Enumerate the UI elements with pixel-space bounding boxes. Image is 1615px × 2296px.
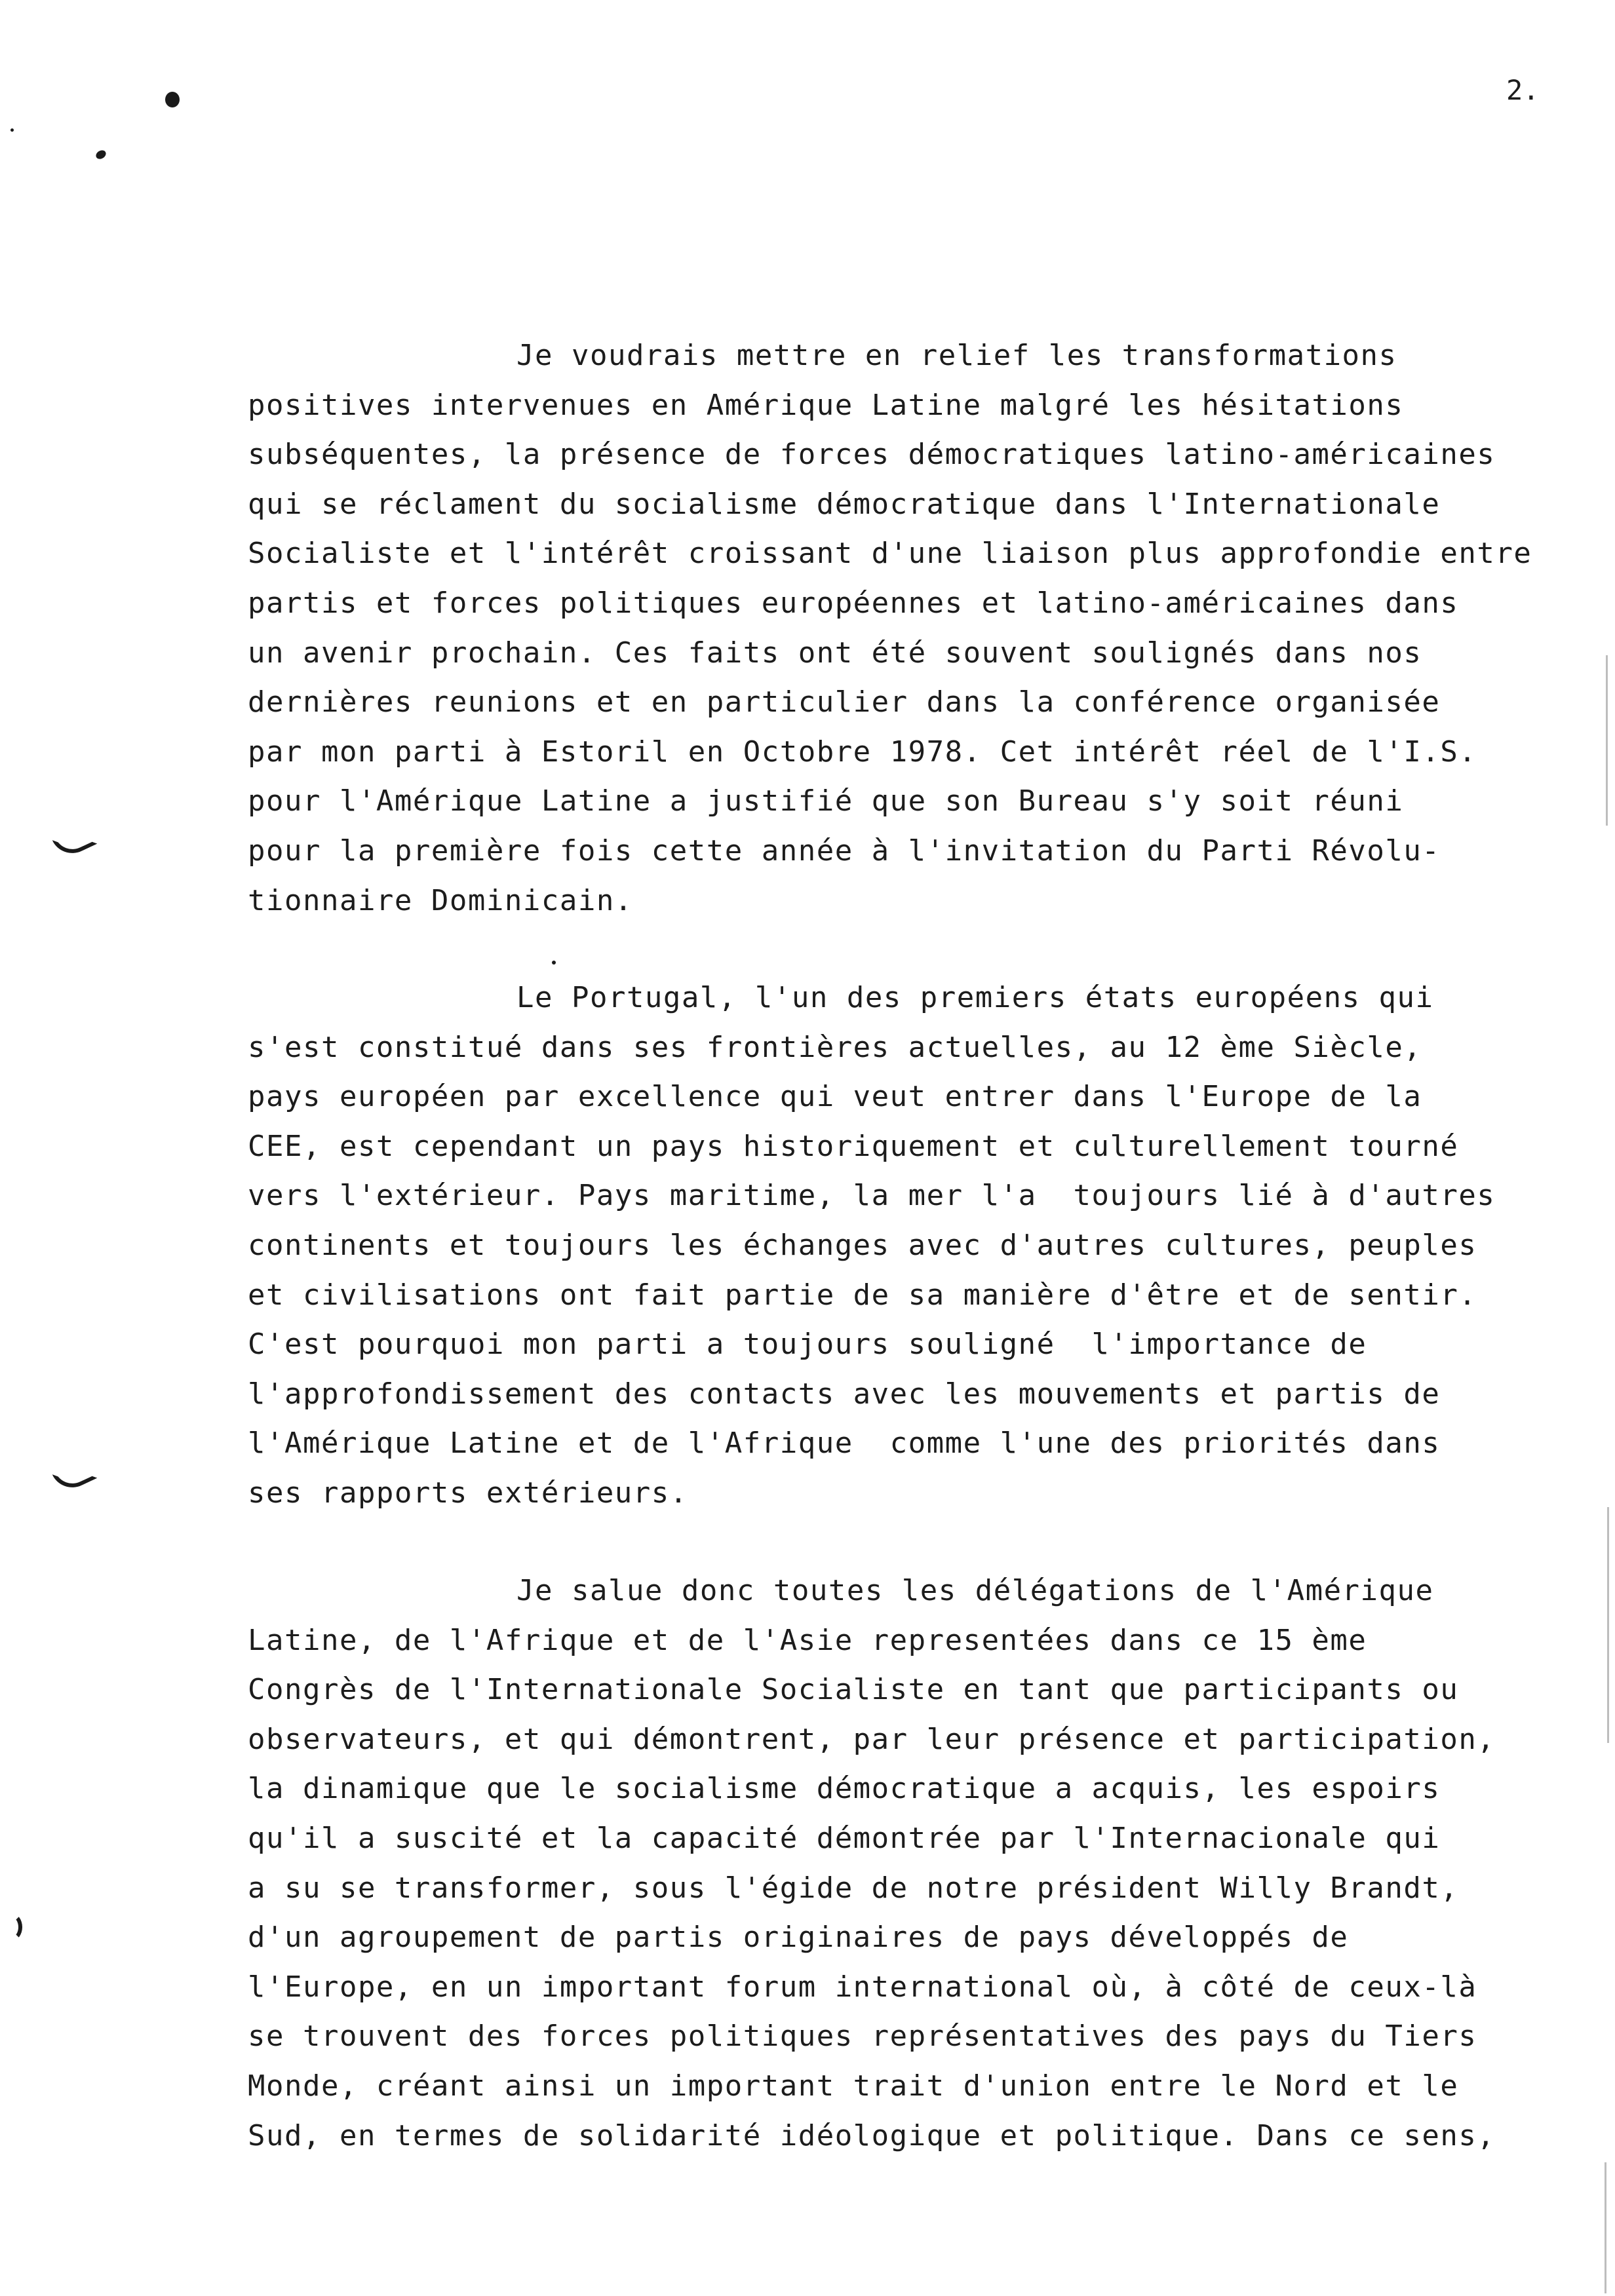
text-line: pour l'Amérique Latine a justifié que son Bureau s'y soit réuni — [248, 784, 1404, 818]
page-number: 2. — [1506, 74, 1540, 106]
text-line: Socialiste et l'intérêt croissant d'une liaison plus approfondie entre — [248, 537, 1532, 571]
text-line: pays européen par excellence qui veut entrer dans l'Europe de la — [248, 1080, 1422, 1114]
text-line: pour la première fois cette année à l'invitation du Parti Révolu- — [248, 833, 1441, 868]
scan-speck — [94, 149, 107, 161]
text-line: d'un agroupement de partis originaires de pays développés de — [248, 1921, 1349, 1955]
text-line: continents et toujours les échanges avec d'autres cultures, peuples — [248, 1228, 1477, 1262]
text-line: l'Amérique Latine et de l'Afrique comme l'une des priorités dans — [248, 1426, 1441, 1461]
scan-speck — [552, 961, 556, 965]
text-line: l'Europe, en un important forum international où, à côté de ceux-là — [248, 1970, 1477, 2004]
text-line: ses rapports extérieurs. — [248, 1476, 688, 1510]
text-line: Je voudrais mettre en relief les transformations — [516, 339, 1397, 372]
text-line: par mon parti à Estoril en Octobre 1978. Cet intérêt réel de l'I.S. — [248, 735, 1477, 769]
text-line: a su se transformer, sous l'égide de notre président Willy Brandt, — [248, 1871, 1459, 1905]
text-line: Congrès de l'Internationale Socialiste en tant que participants ou — [248, 1673, 1459, 1707]
text-line: subséquentes, la présence de forces démocratiques latino-américaines — [248, 438, 1496, 472]
text-line: positives intervenues en Amérique Latine malgré les hésitations — [248, 388, 1404, 422]
page-edge-shadow — [1607, 1507, 1609, 1743]
text-line: CEE, est cependant un pays historiquement et culturellement tourné — [248, 1129, 1459, 1163]
page-edge-shadow — [1605, 2162, 1606, 2293]
text-line: Le Portugal, l'un des premiers états européens qui — [516, 981, 1434, 1014]
paragraph — [248, 1566, 1591, 2160]
scan-speck — [10, 128, 14, 132]
text-line: se trouvent des forces politiques représentatives des pays du Tiers — [248, 2019, 1477, 2054]
scan-speck — [165, 92, 180, 107]
paragraph — [248, 973, 1591, 1518]
text-line: s'est constitué dans ses frontières actuelles, au 12 ème Siècle, — [248, 1030, 1422, 1064]
text-line: Latine, de l'Afrique et de l'Asie representées dans ce 15 ème — [248, 1623, 1367, 1657]
punch-mark — [1, 1913, 22, 1941]
text-line: vers l'extérieur. Pays maritime, la mer l'a toujours lié à d'autres — [248, 1179, 1496, 1213]
text-line: la dinamique que le socialisme démocratique a acquis, les espoirs — [248, 1772, 1441, 1806]
text-line: dernières reunions et en particulier dans la conférence organisée — [248, 685, 1441, 719]
text-line: qu'il a suscité et la capacité démontrée par l'Internacionale qui — [248, 1821, 1441, 1855]
text-line: et civilisations ont fait partie de sa manière d'être et de sentir. — [248, 1278, 1477, 1312]
text-line: un avenir prochain. Ces faits ont été souvent soulignés dans nos — [248, 636, 1422, 670]
punch-mark — [52, 824, 98, 860]
punch-mark — [52, 1458, 98, 1495]
text-line: Monde, créant ainsi un important trait d'union entre le Nord et le — [248, 2069, 1459, 2103]
page-edge-shadow — [1606, 655, 1608, 826]
text-line: observateurs, et qui démontrent, par leur présence et participation, — [248, 1722, 1496, 1756]
text-line: Sud, en termes de solidarité idéologique et politique. Dans ce sens, — [248, 2118, 1496, 2152]
paragraph — [248, 331, 1591, 925]
text-line: l'approfondissement des contacts avec les mouvements et partis de — [248, 1377, 1441, 1411]
text-line: qui se réclament du socialisme démocratique dans l'Internationale — [248, 487, 1441, 521]
text-line: C'est pourquoi mon parti a toujours souligné l'importance de — [248, 1328, 1367, 1362]
text-line: tionnaire Dominicain. — [248, 883, 633, 917]
text-line: partis et forces politiques européennes et latino-américaines dans — [248, 586, 1459, 620]
text-line: Je salue donc toutes les délégations de l'Amérique — [516, 1574, 1434, 1607]
